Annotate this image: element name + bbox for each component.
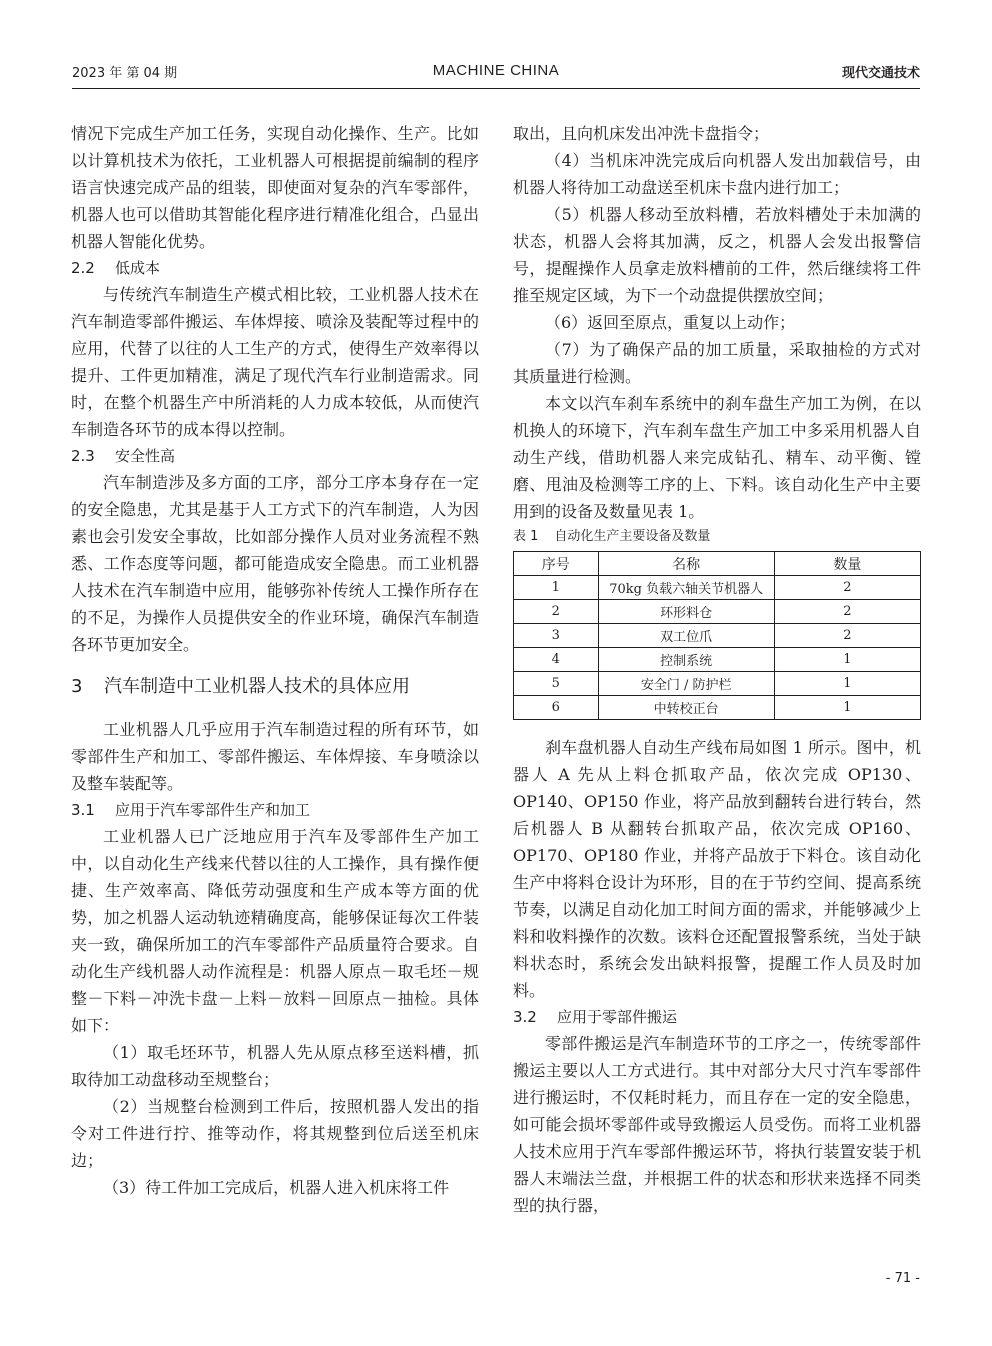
table-cell: 环形料仓 [598,600,774,624]
table-cell: 5 [514,672,599,696]
table-cell: 控制系统 [598,648,774,672]
equipment-table [513,551,921,720]
table-cell: 中转校正台 [598,696,774,720]
table-cell: 70kg 负载六轴关节机器人 [598,576,774,600]
section-heading-3-2 [513,1004,921,1030]
table-title: 自动化生产主要设备及数量 [554,529,711,544]
table-row [514,624,921,648]
section-heading-3 [71,672,479,702]
list-item-continued: 取出，且向机床发出冲洗卡盘指令； [513,124,770,143]
right-column [513,120,921,1219]
table-row [514,696,921,720]
table-row [514,576,921,600]
section-number: 3.1 [71,801,95,819]
section-title: 安全性高 [115,447,176,465]
section-title: 低成本 [115,259,161,277]
list-item: （5）机器人移动至放料槽，若放料槽处于未加满的状态，机器人会将其加满，反之，机器人会发出报警信号，提醒操作人员拿走放料槽前的工件，然后继续将工件推至规定区域，为下一个动盘提供摆放空间； [513,205,921,305]
section-heading-2-3 [71,443,479,469]
table-cell: 安全门 / 防护栏 [598,672,774,696]
section-title: 应用于汽车零部件生产和加工 [115,801,311,819]
paragraph: 本文以汽车刹车系统中的刹车盘生产加工为例，在以机换人的环境下，汽车刹车盘生产加工中多采用机器人自动生产线，借助机器人来完成钻孔、精车、动平衡、镗磨、甩油及检测等工序的上、下料。该自动化生产中主要用到的设备及数量见表 1。 [513,394,921,521]
table-cell: 6 [514,696,599,720]
section-heading-2-2 [71,255,479,281]
issue-info: 2023 年 第 04 期 [72,66,178,81]
paragraph: 汽车制造涉及多方面的工序，部分工序本身存在一定的安全隐患，尤其是基于人工方式下的汽车制造，人为因素也会引发安全事故，比如部分操作人员对业务流程不熟悉、工作态度等问题，都可能造成安全隐患。而工业机器人技术在汽车制造中应用，能够弥补传统人工操作所存在的不足，为操作人员提供安全的作业环境，确保汽车制造各环节更加安全。 [71,473,479,654]
list-item: （4）当机床冲洗完成后向机器人发出加载信号，由机器人将待加工动盘送至机床卡盘内进行加工； [513,151,921,197]
left-column [71,120,479,1201]
section-number: 3.2 [513,1008,537,1026]
table-row [514,672,921,696]
table-cell: 1 [774,696,920,720]
section-number: 2.2 [71,259,95,277]
table-cell: 1 [774,672,920,696]
table-cell: 2 [774,624,920,648]
section-number: 2.3 [71,447,95,465]
paragraph: 工业机器人已广泛地应用于汽车及零部件生产加工中，以自动化生产线来代替以往的人工操作，具有操作便捷、生产效率高、降低劳动强度和生产成本等方面的优势，加之机器人运动轨迹精确度高，能够保证每次工件装夹一致，确保所加工的汽车零部件产品质量符合要求。自动化生产线机器人动作流程是：机器人原点－取毛坯－规整－下料－冲洗卡盘－上料－放料－回原点－抽检。具体如下： [71,827,479,1035]
section-title: 应用于零部件搬运 [557,1008,678,1026]
table-cell: 2 [774,576,920,600]
table-cell: 2 [514,600,599,624]
list-item: （2）当规整台检测到工件后，按照机器人发出的指令对工件进行拧、推等动作，将其规整到位后送至机床边； [71,1097,479,1170]
section-number: 3 [71,676,83,697]
table-cell: 3 [514,624,599,648]
table-row [514,600,921,624]
table-cell: 2 [774,600,920,624]
list-item: （3）待工件加工完成后，机器人进入机床将工件 [103,1178,450,1197]
list-item: （6）返回至原点，重复以上动作； [545,313,796,332]
column-header: 序号 [514,552,599,576]
paragraph: 零部件搬运是汽车制造环节的工序之一，传统零部件搬运主要以人工方式进行。其中对部分大尺寸汽车零部件进行搬运时，不仅耗时耗力，而且存在一定的安全隐患，如可能会损坏零部件或导致搬运人员受伤。而将工业机器人技术应用于汽车零部件搬运环节，将执行装置安装于机器人末端法兰盘，并根据工件的状态和形状来选择不同类型的执行器， [513,1034,921,1215]
section-name: 现代交通技术 [841,66,920,81]
table-cell: 1 [774,648,920,672]
table-cell: 双工位爪 [598,624,774,648]
table-cell: 1 [514,576,599,600]
section-heading-3-1 [71,797,479,823]
list-item: （1）取毛坯环节，机器人先从原点移至送料槽，抓取待加工动盘移动至规整台； [71,1043,479,1089]
running-header [72,62,920,89]
paragraph: 工业机器人几乎应用于汽车制造过程的所有环节，如零部件生产和加工、零部件搬运、车体焊接、车身喷涂以及整车装配等。 [71,720,479,793]
paragraph: 刹车盘机器人自动生产线布局如图 1 所示。图中，机器人 A 先从上料仓抓取产品，依次完成 OP130、OP140、OP150 作业，将产品放到翻转台进行转台，然后机器人 B 从翻转台抓取产品，依次完成 OP160、OP170、OP180 作业，并将产品放于下料仓。该自动化生产中将料仓设计为环形，目的在于节约空间、提高系统节奏，以满足自动化加工时间方面的需求，并能够减少上料和收料操作的次数。该料仓还配置报警系统，当处于缺料状态时，系统会发出缺料报警，提醒工作人员及时加料。 [513,738,921,1000]
table-caption [513,525,921,549]
paragraph: 与传统汽车制造生产模式相比较，工业机器人技术在汽车制造零部件搬运、车体焊接、喷涂及装配等过程中的应用，代替了以往的人工生产的方式，使得生产效率得以提升、工件更加精准，满足了现代汽车行业制造需求。同时，在整个机器生产中所消耗的人力成本较低，从而使汽车制造各环节的成本得以控制。 [71,285,479,439]
journal-title: MACHINE CHINA [432,62,560,79]
table-row [514,648,921,672]
paragraph: 情况下完成生产加工任务，实现自动化操作、生产。比如以计算机技术为依托，工业机器人可根据提前编制的程序语言快速完成产品的组装，即使面对复杂的汽车零部件，机器人也可以借助其智能化程序进行精准化组合，凸显出机器人智能化优势。 [71,124,479,251]
table-header-row [514,552,921,576]
table-label: 表 1 [513,529,539,544]
list-item: （7）为了确保产品的加工质量，采取抽检的方式对其质量进行检测。 [513,340,921,386]
section-title: 汽车制造中工业机器人技术的具体应用 [104,676,410,697]
column-header: 数量 [774,552,920,576]
column-header: 名称 [598,552,774,576]
table-cell: 4 [514,648,599,672]
page-number: - 71 - [885,1271,920,1286]
